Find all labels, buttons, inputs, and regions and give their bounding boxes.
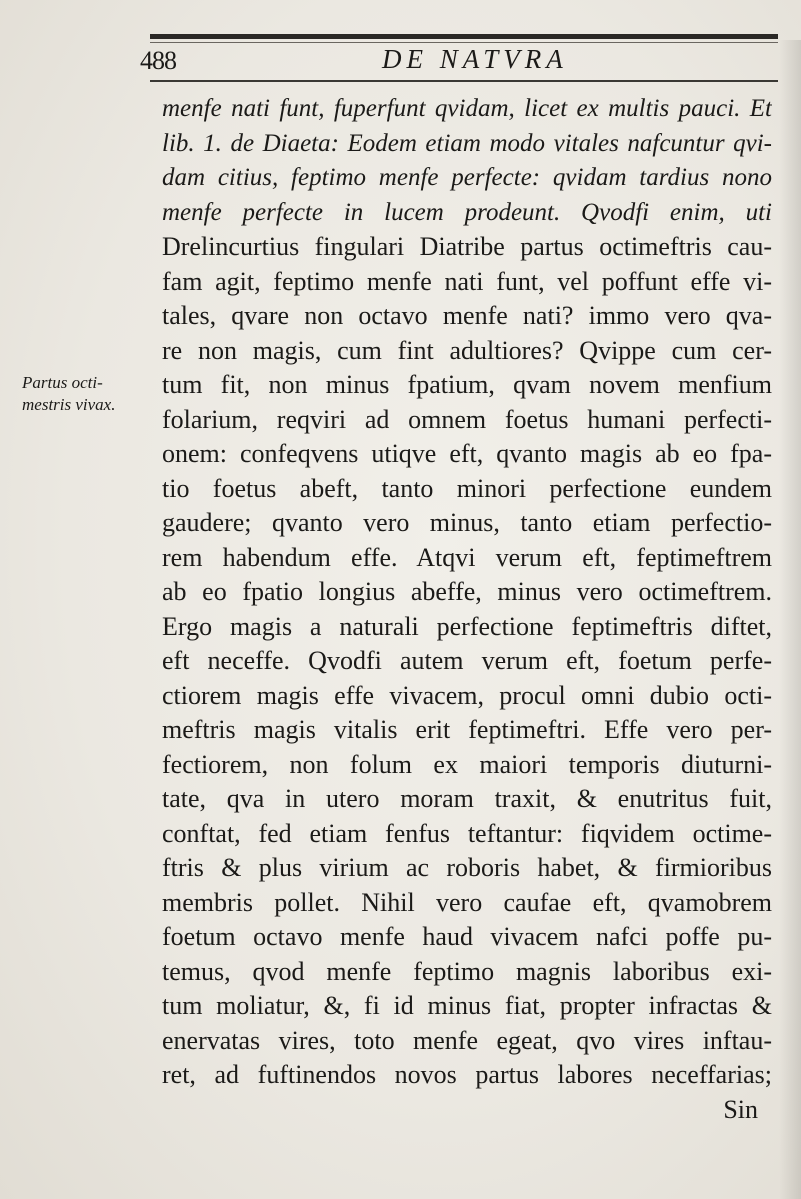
text-line: tales, qvare non octavo menfe nati? immo vero qva- (162, 301, 772, 330)
margin-note-line: mestris vivax. (22, 395, 116, 414)
text-line: membris pollet. Nihil vero caufae eft, qvamobrem (162, 887, 772, 917)
running-head: DE NATVRA (382, 44, 568, 74)
text-line: meftris magis vitalis erit feptimeftri. Effe vero per- (162, 715, 772, 744)
text-line: Ergo magis a naturali perfectione feptimeftris diftet, (162, 611, 772, 641)
text-line: re non magis, cum fint adultiores? Qvippe cum cer- (162, 335, 772, 365)
text-line: menfe perfecte in lucem prodeunt. Qvodfi enim, uti (162, 198, 772, 226)
margin-note-line: Partus octi- (22, 373, 103, 392)
top-rule-thin (150, 42, 778, 43)
page-number: 488 (140, 46, 176, 75)
text-line: Drelincurtius fingulari Diatribe partus octimeftris cau- (162, 232, 772, 261)
text-line: tate, qva in utero moram traxit, & enutritus fuit, (162, 784, 772, 813)
text-line: conftat, fed etiam fenfus teftantur: fiqvidem octime- (162, 818, 772, 848)
text-line: ab eo fpatio longius abeffe, minus vero octimeftrem. (162, 577, 772, 606)
top-rule (150, 34, 778, 39)
text-line: tum moliatur, &, fi id minus fiat, propter infractas & (162, 991, 772, 1020)
text-line: eft neceffe. Qvodfi autem verum eft, foetum perfe- (162, 646, 772, 675)
text-line: ret, ad fuftinendos novos partus labores neceffarias; (162, 1060, 772, 1089)
text-line: gaudere; qvanto vero minus, tanto etiam perfectio- (162, 508, 772, 537)
text-line: lib. 1. de Diaeta: Eodem etiam modo vitales nafcuntur qvi- (162, 129, 772, 157)
page-edge-shadow (779, 40, 801, 1199)
text-line: folarium, reqviri ad omnem foetus humani perfecti- (162, 404, 772, 434)
text-line: fectiorem, non folum ex maiori temporis diuturni- (162, 749, 772, 779)
text-line: tum fit, non minus fpatium, qvam novem menfium (162, 370, 772, 399)
text-line: enervatas vires, toto menfe egeat, qvo vires inftau- (162, 1025, 772, 1055)
text-line: foetum octavo menfe haud vivacem nafci poffe pu- (162, 922, 772, 951)
text-line: ctiorem magis effe vivacem, procul omni dubio octi- (162, 680, 772, 710)
text-line: onem: confeqvens utiqve eft, qvanto magis ab eo fpa- (162, 439, 772, 468)
text-line: temus, qvod menfe feptimo magnis laboribus exi- (162, 956, 772, 986)
text-line: menfe nati funt, fuperfunt qvidam, licet ex multis pauci. Et (162, 95, 772, 122)
text-line: fam agit, feptimo menfe nati funt, vel poffunt effe vi- (162, 266, 772, 296)
body-text (162, 92, 772, 1127)
text-line: rem habendum effe. Atqvi verum eft, feptimeftrem (162, 542, 772, 572)
text-line: dam citius, feptimo menfe perfecte: qvidam tardius nono (162, 164, 772, 191)
head-underline (150, 80, 778, 82)
text-line: tio foetus abeft, tanto minori perfectione eundem (162, 473, 772, 503)
margin-note (22, 372, 157, 416)
text-line: ftris & plus virium ac roboris habet, & firmioribus (162, 853, 772, 882)
catchword: Sin (723, 1094, 758, 1124)
